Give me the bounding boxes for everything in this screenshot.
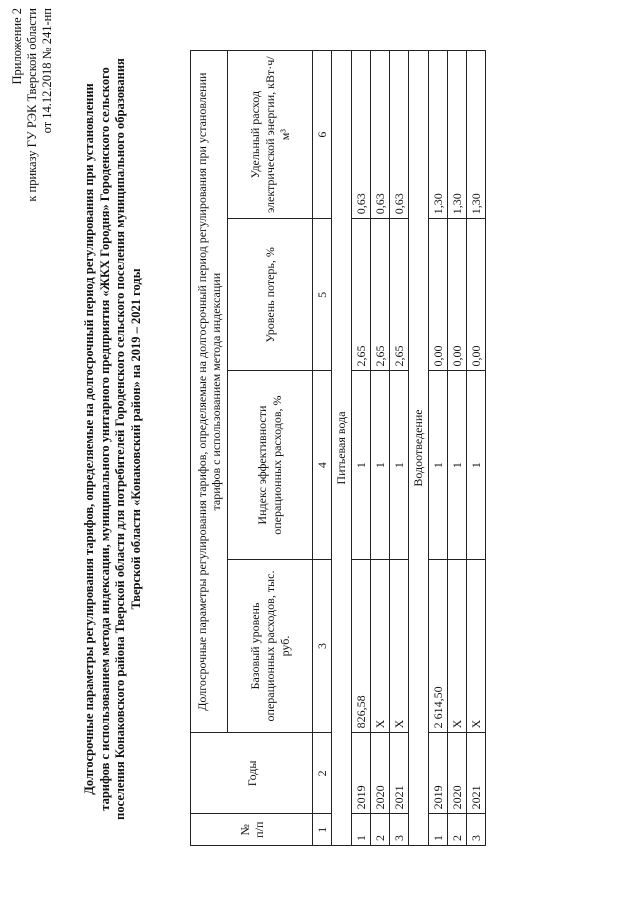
header-group: Долгосрочные параметры регулирования тарифов, определяемые на долгосрочный период регулирования при установлении тарифов с использованием метода индексации — [191, 51, 228, 733]
title-line: поселения Конаковского района Тверской области для потребителей Городенского сельского поселения муниципального образования — [113, 58, 127, 820]
table-row — [467, 51, 486, 846]
row-number: 1 — [429, 814, 448, 846]
table-subheader-row — [228, 51, 313, 846]
row-loss-level: 0,00 — [429, 219, 448, 371]
section-title: Водоотведение — [409, 51, 429, 846]
row-loss-level: 0,00 — [467, 219, 486, 371]
row-loss-level: 0,00 — [448, 219, 467, 371]
section-header-row — [409, 51, 429, 846]
column-number: 5 — [313, 219, 332, 371]
row-efficiency-index: 1 — [371, 371, 390, 559]
row-year: 2020 — [371, 733, 390, 814]
row-base-level: X — [390, 559, 409, 733]
row-efficiency-index: 1 — [390, 371, 409, 559]
row-year: 2021 — [390, 733, 409, 814]
row-number: 1 — [352, 814, 371, 846]
row-base-level: 826,58 — [352, 559, 371, 733]
column-number: 1 — [313, 814, 332, 846]
row-year: 2019 — [352, 733, 371, 814]
header-loss-level: Уровень потерь, % — [228, 219, 313, 371]
row-efficiency-index: 1 — [467, 371, 486, 559]
column-number: 6 — [313, 51, 332, 219]
section-header-row — [332, 51, 352, 846]
header-efficiency-index: Индекс эффективности операционных расходов, % — [228, 371, 313, 559]
section-title: Питьевая вода — [332, 51, 352, 846]
parameters-table — [190, 50, 486, 846]
title-line: тарифов с использованием метода индексации, муниципального унитарного предприятия «ЖКХ Городня» Городенского сельского — [97, 67, 112, 811]
appendix-line: от 14.12.2018 № 241-нп — [40, 8, 54, 134]
header-base-level: Базовый уровень операционных расходов, тыс. руб. — [228, 559, 313, 733]
table-row — [390, 51, 409, 846]
row-energy: 0,63 — [371, 51, 390, 219]
document-title — [82, 44, 144, 834]
row-number: 3 — [390, 814, 409, 846]
row-efficiency-index: 1 — [352, 371, 371, 559]
column-number: 2 — [313, 733, 332, 814]
row-loss-level: 2,65 — [390, 219, 409, 371]
appendix-line: Приложение 2 — [10, 8, 24, 85]
row-base-level: X — [448, 559, 467, 733]
row-energy: 1,30 — [467, 51, 486, 219]
column-number: 4 — [313, 371, 332, 559]
row-base-level: X — [371, 559, 390, 733]
row-number: 2 — [371, 814, 390, 846]
table-row — [371, 51, 390, 846]
row-efficiency-index: 1 — [429, 371, 448, 559]
appendix-line: к приказу ГУ РЭК Тверской области — [25, 8, 39, 202]
title-line: Долгосрочные параметры регулирования тарифов, определяемые на долгосрочный период регулирования при установлении — [82, 83, 96, 795]
table-row — [448, 51, 467, 846]
row-year: 2020 — [448, 733, 467, 814]
table-header-row — [191, 51, 228, 846]
row-year: 2019 — [429, 733, 448, 814]
header-years: Годы — [191, 733, 313, 814]
row-number: 2 — [448, 814, 467, 846]
row-base-level: X — [467, 559, 486, 733]
row-number: 3 — [467, 814, 486, 846]
row-efficiency-index: 1 — [448, 371, 467, 559]
row-energy: 1,30 — [429, 51, 448, 219]
table-row — [429, 51, 448, 846]
row-base-level: 2 614,50 — [429, 559, 448, 733]
title-line: Тверской области «Конаковский район» на 2019 – 2021 годы — [128, 268, 143, 610]
row-loss-level: 2,65 — [371, 219, 390, 371]
row-year: 2021 — [467, 733, 486, 814]
table-row — [352, 51, 371, 846]
header-energy-consumption: Удельный расход электрической энергии, кВт·ч/м³ — [228, 51, 313, 219]
column-number: 3 — [313, 559, 332, 733]
column-number-row — [313, 51, 332, 846]
row-energy: 0,63 — [390, 51, 409, 219]
row-energy: 0,63 — [352, 51, 371, 219]
row-energy: 1,30 — [448, 51, 467, 219]
header-number: № п/п — [191, 814, 313, 846]
appendix-reference — [10, 8, 55, 202]
row-loss-level: 2,65 — [352, 219, 371, 371]
